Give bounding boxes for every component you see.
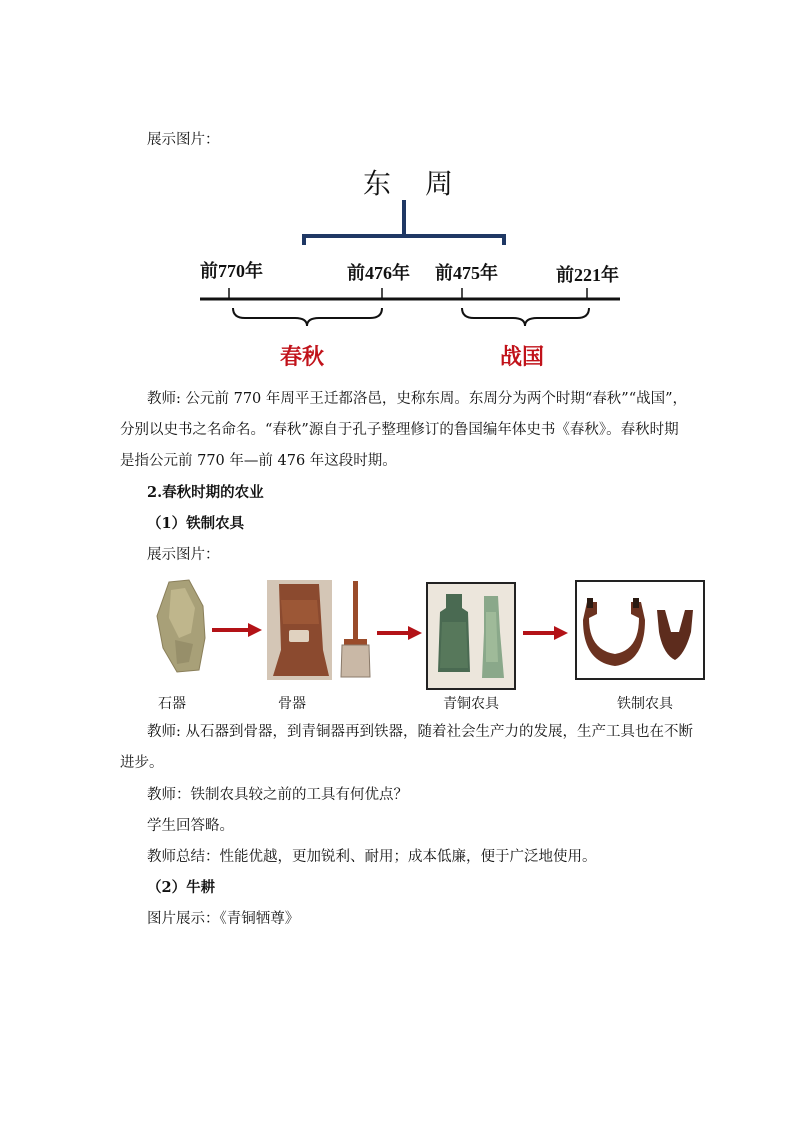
teacher-question: 教师：铁制农具较之前的工具有何优点？ [147, 787, 408, 803]
timeline-title: 东周 [363, 167, 488, 200]
caption-stone: 石器 [158, 696, 186, 712]
caption-iron: 铁制农具 [617, 696, 673, 712]
bronze-tools-image [426, 582, 516, 690]
period-label-zhanguo: 战国 [500, 344, 545, 370]
timeline-figure [195, 160, 625, 375]
caption-bronze: 青铜农具 [443, 696, 499, 712]
year-label: 前221年 [556, 265, 619, 285]
year-label: 前475年 [435, 263, 498, 283]
arrow-icon [212, 622, 262, 638]
bone-tool-image [267, 580, 332, 680]
year-label: 前476年 [347, 263, 410, 283]
paragraph-line: 进步。 [120, 755, 164, 771]
subsection-heading: （1）铁制农具 [147, 515, 245, 532]
image-display-text: 图片展示：《青铜牺尊》 [147, 911, 300, 927]
intro-text: 展示图片： [147, 132, 220, 148]
teacher-summary: 教师总结：性能优越，更加锐利、耐用；成本低廉，便于广泛地使用。 [147, 849, 597, 865]
iron-tools-image [575, 580, 705, 680]
hafted-tool-image [338, 581, 373, 681]
paragraph-line: 分别以史书之名命名。“春秋”源自于孔子整理修订的鲁国编年体史书《春秋》。春秋时期 [120, 422, 679, 438]
subsection-heading: （2）牛耕 [147, 879, 216, 896]
arrow-icon [523, 625, 568, 641]
arrow-icon [377, 625, 422, 641]
caption-bone: 骨器 [278, 696, 306, 712]
show-image-text: 展示图片： [147, 547, 220, 563]
paragraph-line: 教师: 从石器到骨器，到青铜器再到铁器，随着社会生产力的发展，生产工具也在不断 [147, 724, 693, 740]
tools-figure [150, 575, 710, 710]
student-answer: 学生回答略。 [147, 818, 234, 834]
paragraph-line: 教师: 公元前 770 年周平王迁都洛邑，史称东周。东周分为两个时期“春秋”“战国”， [147, 391, 688, 407]
paragraph-line: 是指公元前 770 年—前 476 年这段时期。 [120, 453, 397, 469]
year-label: 前770年 [200, 261, 263, 281]
stone-tool-image [155, 578, 207, 673]
period-label-chunqiu: 春秋 [280, 344, 325, 370]
section-heading: 2.春秋时期的农业 [147, 484, 264, 501]
